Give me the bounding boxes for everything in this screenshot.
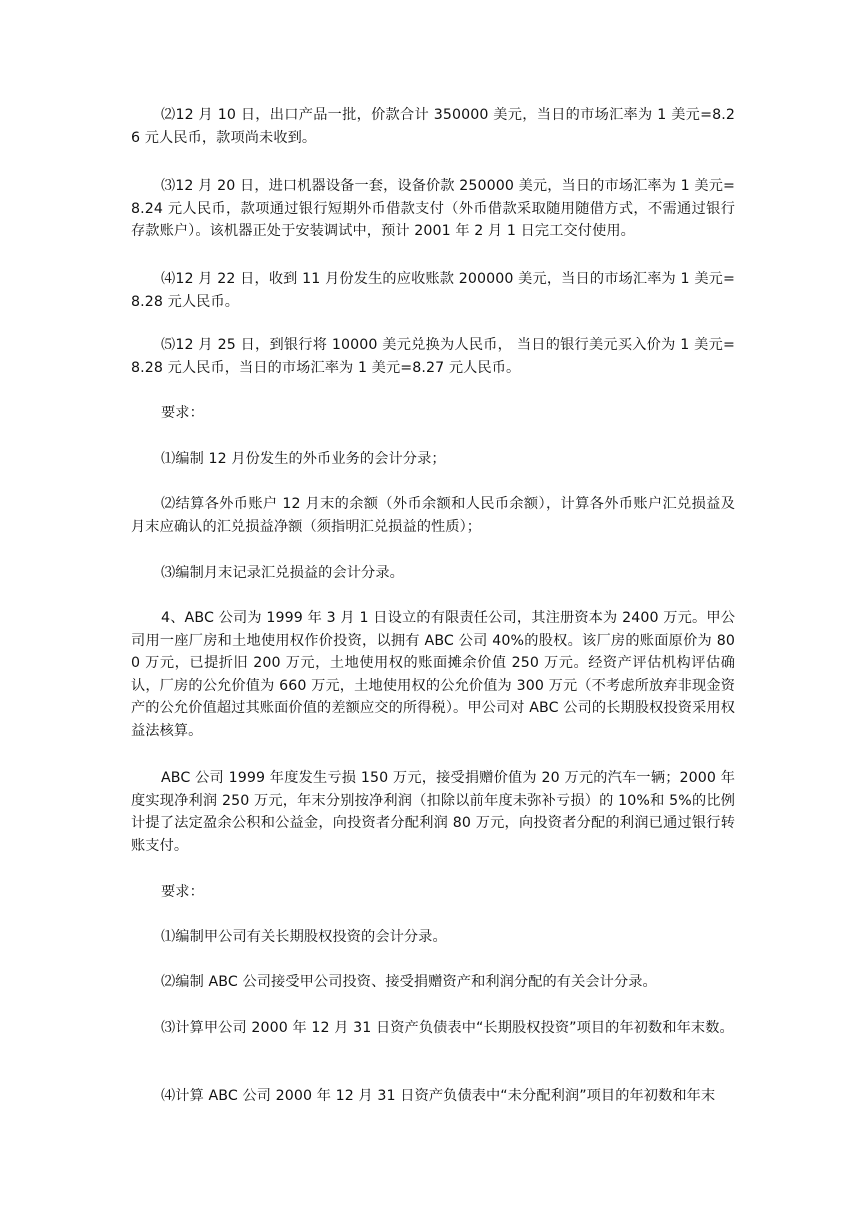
requirement-1: ⑴编制 12 月份发生的外币业务的会计分录；: [161, 451, 446, 467]
paragraph-item-5: ⑸12 月 25 日，到银行将 10000 美元兑换为人民币， 当日的银行美元买入价为 1 美元=8.28 元人民币，当日的市场汇率为 1 美元=8.27 元人民币。: [131, 337, 735, 376]
requirement-4-1: ⑴编制甲公司有关长期股权投资的会计分录。: [161, 929, 447, 945]
paragraph-item-3: ⑶12 月 20 日，进口机器设备一套，设备价款 250000 美元，当日的市场汇率为 1 美元=8.24 元人民币，款项通过银行短期外币借款支付（外币借款采取随用随借方式，不需通过银行存款账户）。该机器正处于安装调试中，预计 2001 年 2 月 1 日完工交付使用。: [131, 178, 735, 239]
requirement-4-2: ⑵编制 ABC 公司接受甲公司投资、接受捐赠资产和利润分配的有关会计分录。: [161, 974, 657, 990]
requirements-heading: 要求：: [161, 405, 204, 421]
problem-4-description: 4、ABC 公司为 1999 年 3 月 1 日设立的有限责任公司，其注册资本为 2400 万元。甲公司用一座厂房和土地使用权作价投资，以拥有 ABC 公司 40%的股权。该厂房的账面原价为 800 万元，已提折旧 200 万元，土地使用权的账面摊余价值 250 万元。经资产评估机构评估确认，厂房的公允价值为 660 万元，土地使用权的公允价值为 300 万元（不考虑所放弃非现金资产的公允价值超过其账面价值的差额应交的所得税）。甲公司对 ABC 公司的长期股权投资采用权益法核算。: [131, 610, 735, 739]
requirement-3: ⑶编制月末记录汇兑损益的会计分录。: [161, 565, 404, 581]
requirement-2: ⑵结算各外币账户 12 月末的余额（外币余额和人民币余额），计算各外币账户汇兑损益及月末应确认的汇兑损益净额（须指明汇兑损益的性质）；: [131, 496, 735, 535]
requirement-4-3: ⑶计算甲公司 2000 年 12 月 31 日资产负债表中“长期股权投资”项目的年初数和年末数。: [161, 1020, 734, 1036]
paragraph-item-4: ⑷12 月 22 日，收到 11 月份发生的应收账款 200000 美元，当日的市场汇率为 1 美元=8.28 元人民币。: [131, 271, 735, 310]
requirements-heading-2: 要求：: [161, 884, 204, 900]
requirement-4-4: ⑷计算 ABC 公司 2000 年 12 月 31 日资产负债表中“未分配利润”项目的年初数和年末: [161, 1088, 716, 1104]
paragraph-item-2: ⑵12 月 10 日，出口产品一批，价款合计 350000 美元，当日的市场汇率为 1 美元=8.26 元人民币，款项尚未收到。: [131, 107, 735, 146]
problem-4-details: ABC 公司 1999 年度发生亏损 150 万元，接受捐赠价值为 20 万元的汽车一辆；2000 年度实现净利润 250 万元，年末分别按净利润（扣除以前年度未弥补亏损）的 10%和 5%的比例计提了法定盈余公积和公益金，向投资者分配利润 80 万元，向投资者分配的利润已通过银行转账支付。: [131, 770, 735, 854]
